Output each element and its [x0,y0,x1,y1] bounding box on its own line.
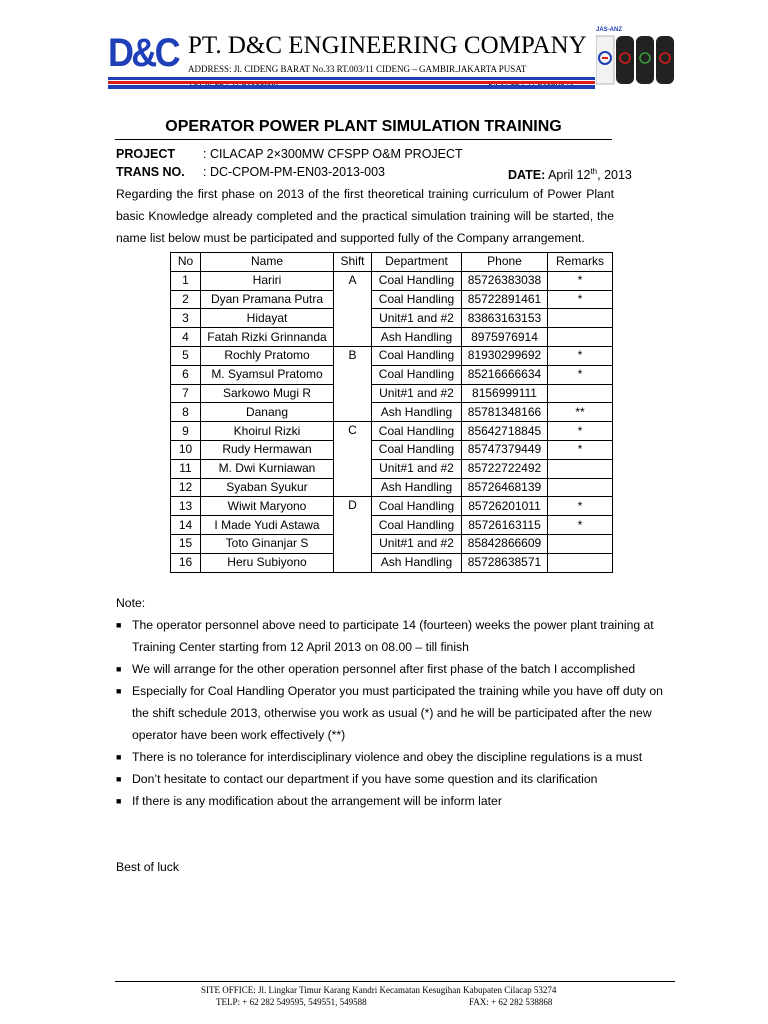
cell-name: Danang [201,403,334,422]
notes-list [116,614,676,812]
cell-no: 13 [171,497,201,516]
trans-value: : DC-CPOM-PM-EN03-2013-003 [203,165,385,179]
cell-no: 9 [171,422,201,441]
date-year: , 2013 [597,168,632,183]
table-row [171,365,613,384]
cell-phone: 8975976914 [462,328,548,347]
cell-name: Hariri [201,271,334,290]
document-title: OPERATOR POWER PLANT SIMULATION TRAINING [165,118,562,135]
note-text: Don’t hesitate to contact our department if you have some question and its clarification [132,772,598,786]
cell-name: Rudy Hermawan [201,440,334,459]
cell-no: 8 [171,403,201,422]
cell-shift: A [334,271,372,346]
table-row [171,290,613,309]
cell-no: 14 [171,516,201,535]
table-row [171,309,613,328]
note-item [116,790,676,812]
footer-site-office: SITE OFFICE: Jl. Lingkar Timur Karang Kandri Kecamatan Kesugihan Kabupaten Cilacap 53274 [201,985,557,995]
cell-name: Syaban Syukur [201,478,334,497]
bullet-icon: ■ [116,664,122,674]
cell-no: 1 [171,271,201,290]
cell-remarks: * [548,440,613,459]
bullet-icon: ■ [116,796,122,806]
cell-name: Khoirul Rizki [201,422,334,441]
table-row [171,497,613,516]
date-field [508,164,632,183]
footer-fax: FAX: + 62 282 538868 [469,997,553,1007]
cell-remarks: ** [548,403,613,422]
cell-name: M. Dwi Kurniawan [201,459,334,478]
cell-department: Coal Handling [372,365,462,384]
date-value: April 12 [548,168,591,183]
col-name: Name [201,253,334,272]
cell-remarks [548,309,613,328]
title-rule [115,139,612,140]
cell-remarks: * [548,422,613,441]
cell-shift: B [334,346,372,421]
certification-seals [596,27,676,92]
cell-no: 16 [171,553,201,572]
cell-department: Coal Handling [372,516,462,535]
table-row [171,271,613,290]
cell-department: Coal Handling [372,271,462,290]
cell-shift: C [334,422,372,497]
cell-department: Coal Handling [372,290,462,309]
cell-phone: 85642718845 [462,422,548,441]
note-text: There is no tolerance for interdisciplinary violence and obey the discipline regulations is a must [132,750,643,764]
cell-department: Ash Handling [372,328,462,347]
cell-phone: 85722891461 [462,290,548,309]
letterhead-rule-red [108,81,595,84]
table-row [171,328,613,347]
cell-department: Coal Handling [372,440,462,459]
cell-department: Ash Handling [372,403,462,422]
table-row [171,403,613,422]
cell-no: 2 [171,290,201,309]
note-item [116,658,676,680]
cell-phone: 85216666634 [462,365,548,384]
trans-label: TRANS NO. [116,165,185,179]
cell-department: Ash Handling [372,553,462,572]
intro-paragraph: Regarding the first phase on 2013 of the first theoretical training curriculum of Power Plant basic Knowledge already completed and the practical simulation training will be started, the name list below must be participated and supported fully of the Company arrangement. [116,187,614,245]
cell-remarks: * [548,497,613,516]
certification-seals-graphic [596,32,676,92]
cell-phone: 81930299692 [462,346,548,365]
cell-name: I Made Yudi Astawa [201,516,334,535]
note-item [116,746,676,768]
col-phone: Phone [462,253,548,272]
cell-name: M. Syamsul Pratomo [201,365,334,384]
col-department: Department [372,253,462,272]
cell-remarks [548,384,613,403]
cell-phone: 8156999111 [462,384,548,403]
cell-department: Unit#1 and #2 [372,459,462,478]
cell-remarks [548,328,613,347]
cell-phone: 85726163115 [462,516,548,535]
cell-phone: 85842866609 [462,534,548,553]
note-text: If there is any modification about the arrangement will be inform later [132,794,502,808]
note-text: Especially for Coal Handling Operator you must participated the training while you have off duty on the shift schedule 2013, otherwise you work as usual (*) and he will be participated after the new operator have been work effectively (**) [132,684,663,742]
cell-phone: 85781348166 [462,403,548,422]
cell-no: 3 [171,309,201,328]
table-row [171,459,613,478]
cell-name: Toto Ginanjar S [201,534,334,553]
note-text: We will arrange for the other operation personnel after first phase of the batch I accomplished [132,662,636,676]
cell-remarks [548,534,613,553]
table-row [171,422,613,441]
note-item [116,768,676,790]
note-item [116,680,676,746]
cert-label: JAS-ANZ [596,27,623,33]
cell-remarks: * [548,346,613,365]
cell-name: Rochly Pratomo [201,346,334,365]
footer-telp: TELP: + 62 282 549595, 549551, 549588 [216,997,367,1007]
date-label: DATE: [508,168,546,183]
col-no: No [171,253,201,272]
table-row [171,516,613,535]
cell-name: Sarkowo Mugi R [201,384,334,403]
cell-department: Unit#1 and #2 [372,309,462,328]
project-value: : CILACAP 2×300MW CFSPP O&M PROJECT [203,147,463,161]
cell-phone: 85722722492 [462,459,548,478]
cell-name: Fatah Rizki Grinnanda [201,328,334,347]
cell-phone: 85726201011 [462,497,548,516]
col-remarks: Remarks [548,253,613,272]
note-item [116,614,676,658]
closing-text: Best of luck [116,860,179,874]
cell-name: Hidayat [201,309,334,328]
bullet-icon: ■ [116,686,122,696]
cell-no: 11 [171,459,201,478]
table-row [171,346,613,365]
cell-department: Coal Handling [372,497,462,516]
table-row [171,478,613,497]
cell-phone: 85726383038 [462,271,548,290]
cell-phone: 83863163153 [462,309,548,328]
cell-department: Coal Handling [372,346,462,365]
bullet-icon: ■ [116,774,122,784]
table-header-row [171,253,613,272]
cell-remarks [548,553,613,572]
cell-department: Coal Handling [372,422,462,441]
cell-remarks: * [548,290,613,309]
date-suffix-sup: th [590,167,598,176]
cell-remarks: * [548,271,613,290]
cell-department: Unit#1 and #2 [372,384,462,403]
project-label: PROJECT [116,147,176,161]
cell-no: 10 [171,440,201,459]
table-row [171,440,613,459]
cell-remarks: * [548,365,613,384]
cell-no: 12 [171,478,201,497]
table-row [171,384,613,403]
participant-table [170,252,613,573]
cell-remarks [548,478,613,497]
cell-shift: D [334,497,372,572]
cell-phone: 85726468139 [462,478,548,497]
cell-department: Unit#1 and #2 [372,534,462,553]
table-row [171,553,613,572]
cell-phone: 85728638571 [462,553,548,572]
company-logo: D&C [108,31,178,75]
col-shift: Shift [334,253,372,272]
table-row [171,534,613,553]
cell-remarks: * [548,516,613,535]
cell-name: Dyan Pramana Putra [201,290,334,309]
cell-no: 6 [171,365,201,384]
footer-rule [115,981,675,982]
bullet-icon: ■ [116,752,122,762]
cell-no: 7 [171,384,201,403]
letterhead-rule-blue [108,77,595,80]
company-name: PT. D&C ENGINEERING COMPANY [188,32,587,59]
letterhead-rule-blue-2 [108,85,595,89]
bullet-icon: ■ [116,620,122,630]
cell-name: Heru Subiyono [201,553,334,572]
company-address: ADDRESS: Jl. CIDENG BARAT No.33 RT.003/11 CIDENG – GAMBIR.JAKARTA PUSAT [188,64,527,74]
cell-department: Ash Handling [372,478,462,497]
cell-phone: 85747379449 [462,440,548,459]
note-label: Note: [116,596,146,610]
cell-no: 4 [171,328,201,347]
cell-no: 5 [171,346,201,365]
cell-name: Wiwit Maryono [201,497,334,516]
cell-no: 15 [171,534,201,553]
note-text: The operator personnel above need to participate 14 (fourteen) weeks the power plant training at Training Center starting from 12 April 2013 on 08.00 – till finish [132,618,654,654]
cell-remarks [548,459,613,478]
